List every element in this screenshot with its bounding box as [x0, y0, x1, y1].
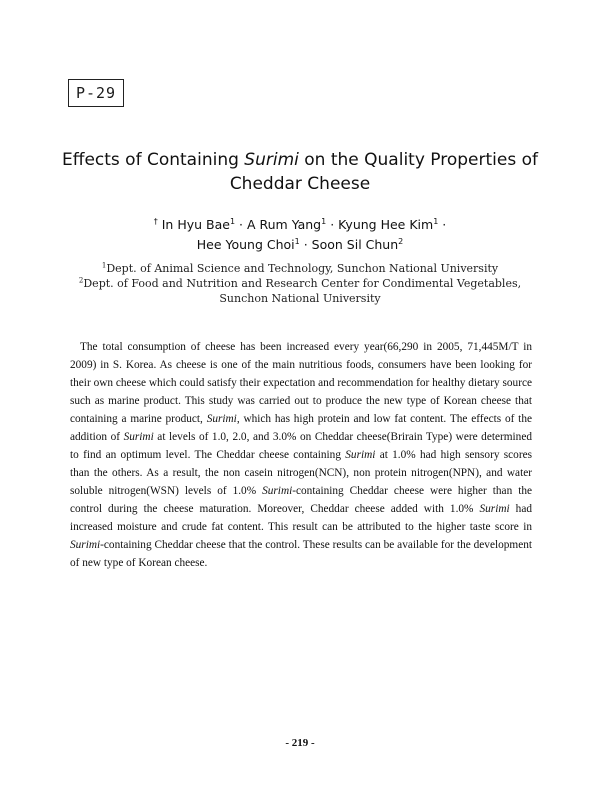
author: A Rum Yang: [246, 217, 322, 232]
paper-title: Effects of Containing Surimi on the Quality Properties of Cheddar Cheese: [62, 150, 538, 194]
author-list: † In Hyu Bae$^1$ · A Rum Yang$^1$ · Kyung Hee Kim$^1$ · Hee Young Choi$^1$ · Soon Sil Chun$^2$: [153, 216, 447, 252]
author: Kyung Hee Kim: [338, 217, 434, 232]
abstract: [70, 338, 532, 572]
title-surimi: Surimi: [244, 150, 299, 170]
affiliation-2-cont: Sunchon National University: [219, 292, 381, 305]
author: Hee Young Choi: [196, 237, 295, 252]
corresponding-mark: †: [153, 216, 158, 226]
poster-label: P-29: [68, 79, 124, 107]
abstract-paragraph: The total consumption of cheese has been increased every year(66,290 in 2005, 71,445M/T in 2009) in S. Korea. As cheese is one of the main nutritious foods, consumers have been looking for their own cheese which could satisfy their expectation and recommendation for healthy dietary source such as marine product. This study was carried out to produce the new type of Korean cheese that containing a marine product, Surimi, which has high protein and low fat content. The effects of the addition of Surimi at levels of 1.0, 2.0, and 3.0% on Cheddar cheese(Brirain Type) were determined to find an optimum level. The Cheddar cheese containing Surimi at 1.0% had high sensory scores than the others. As a result, the non casein nitrogen(NCN), non protein nitrogen(NPN), and water soluble nitrogen(WSN) levels of 1.0% Surimi-containing Cheddar cheese were higher than the control during the cheese maturation. Moreover, Cheddar cheese added with 1.0% Surimi had increased moisture and crude fat content. This result can be attributed to the higher taste score in Surimi-containing Cheddar cheese that the control. These results can be available for the development of new type of Korean cheese.: [70, 341, 533, 569]
affiliations: $^1$Dept. of Animal Science and Technology, Sunchon National University $^2$Dept. of Food and Nutrition and Research Center for Condimental Vegetables, Sunchon National University: [78, 261, 522, 305]
affiliation-1: Dept. of Animal Science and Technology, Sunchon National University: [106, 262, 499, 275]
author: Soon Sil Chun: [311, 237, 399, 252]
page-number: - 219 -: [285, 737, 315, 749]
affiliation-2: Dept. of Food and Nutrition and Research Center for Condimental Vegetables,: [83, 277, 522, 290]
author: In Hyu Bae: [161, 217, 230, 232]
